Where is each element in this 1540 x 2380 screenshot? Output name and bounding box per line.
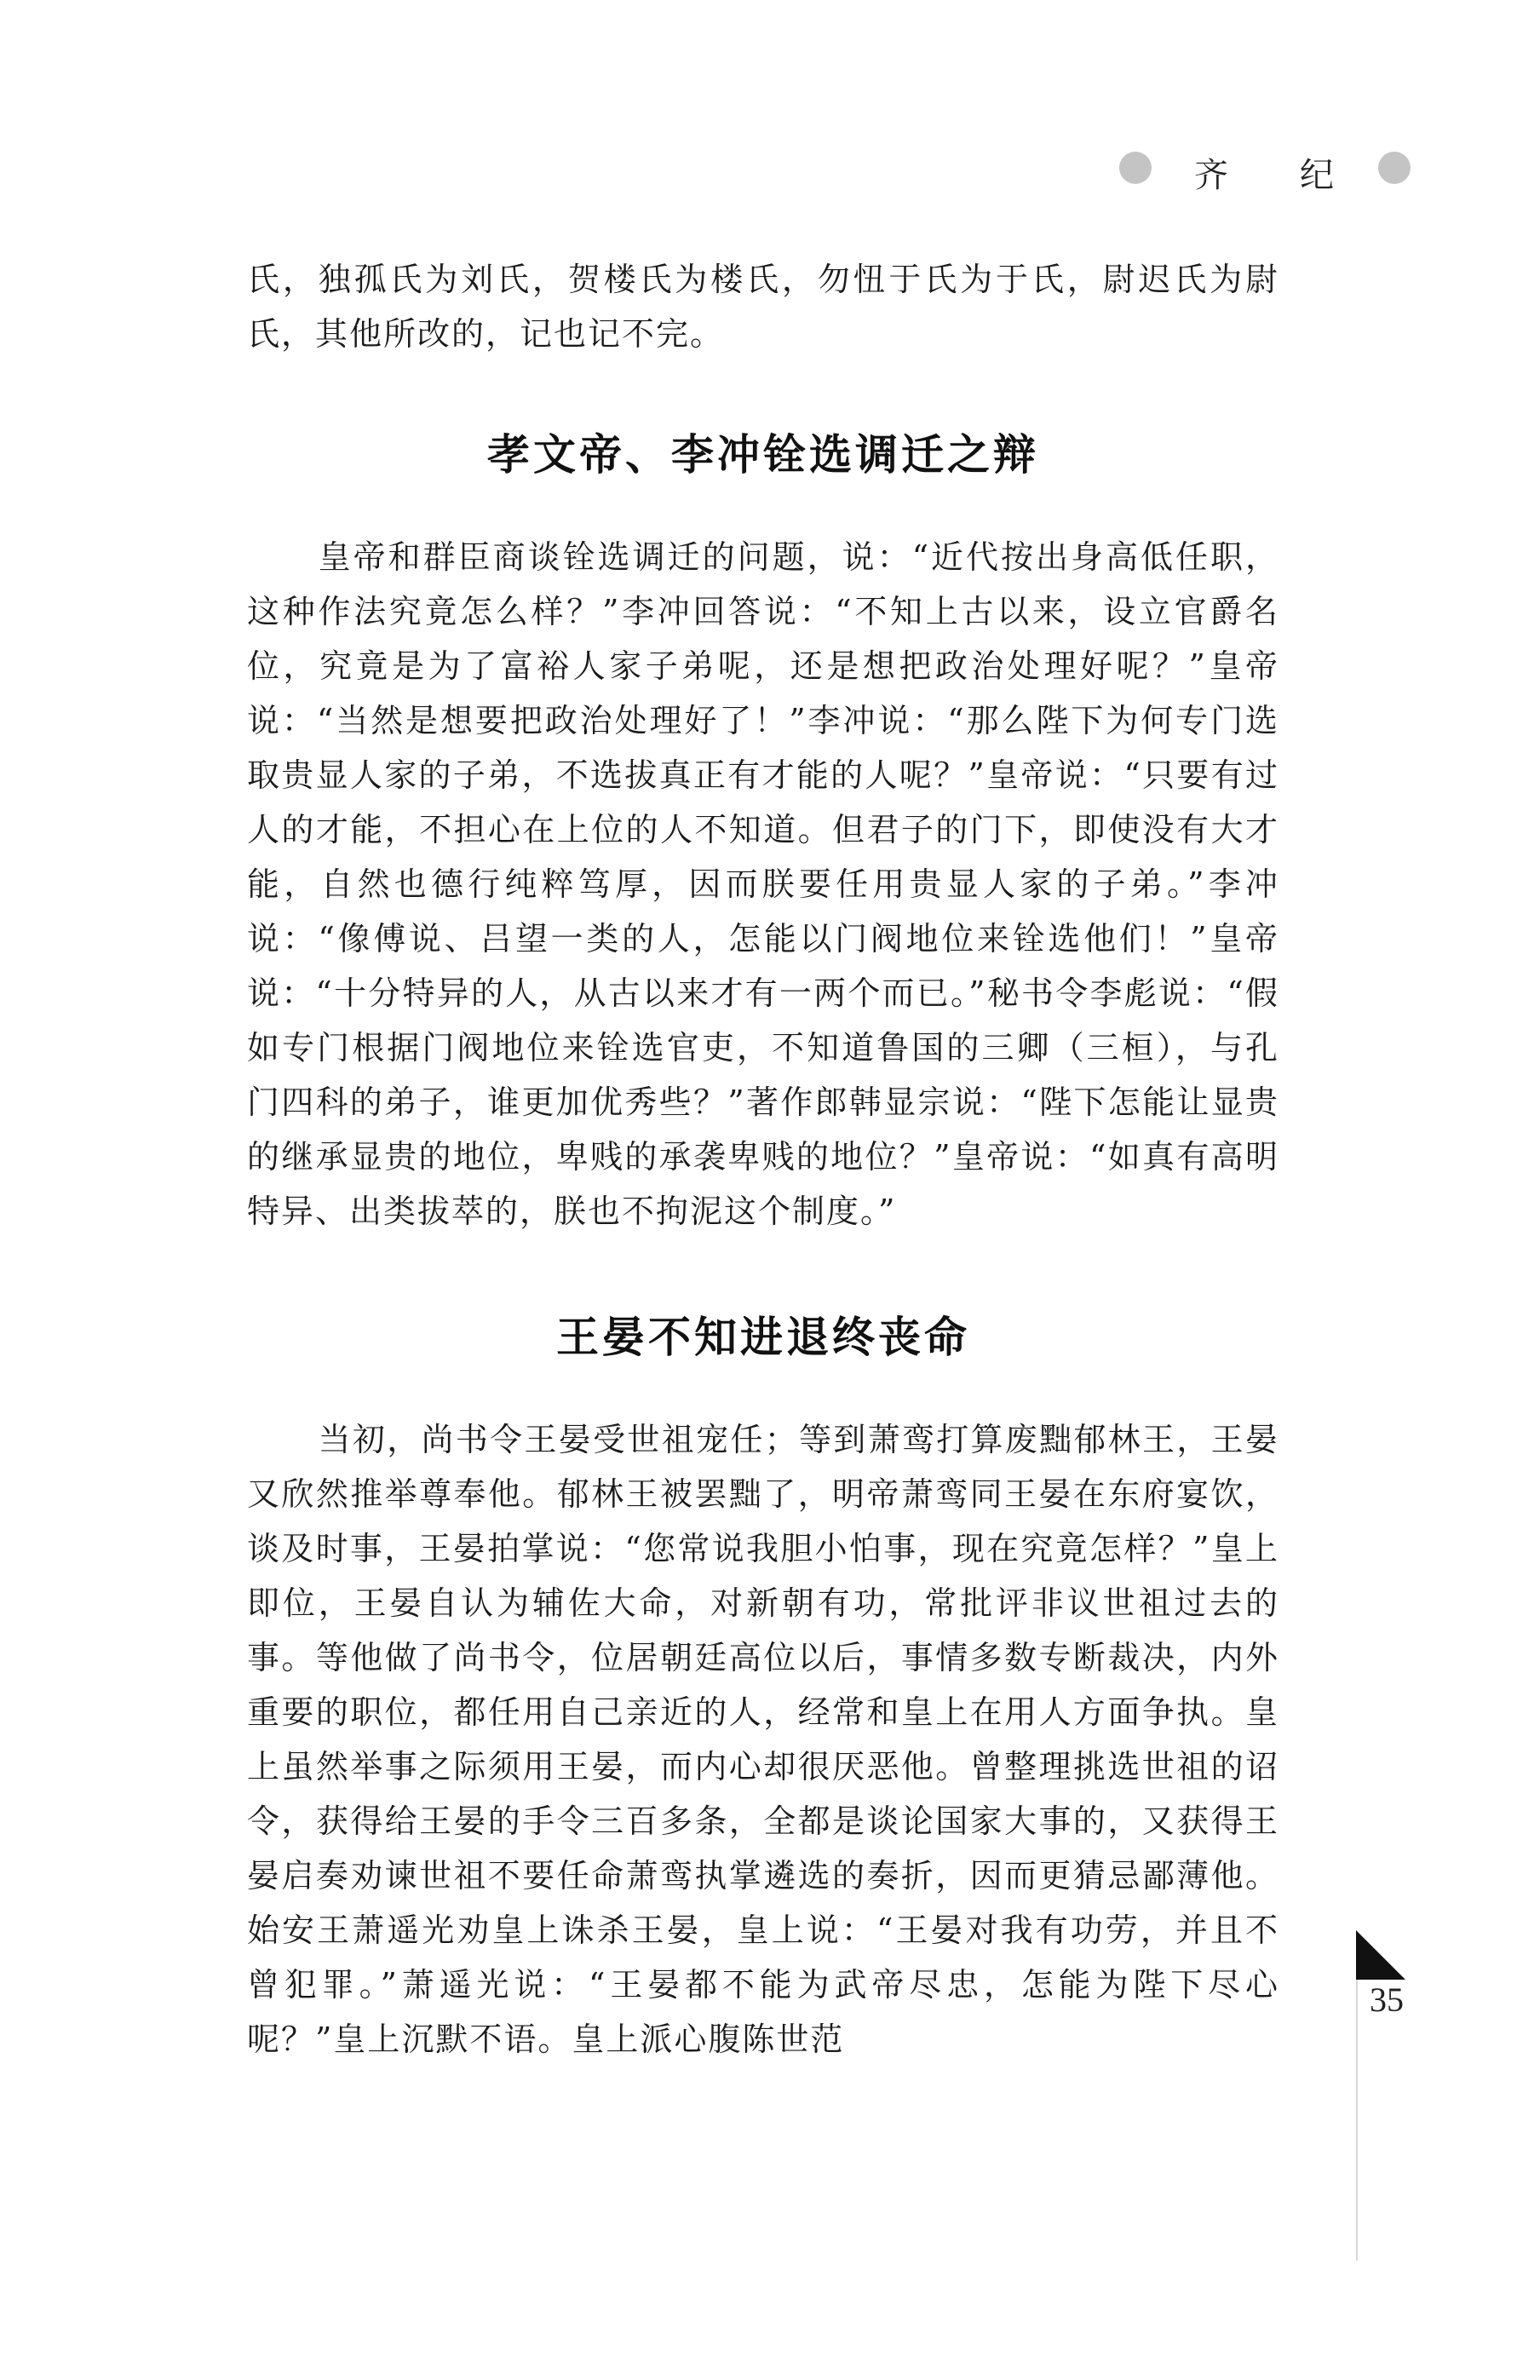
page-corner-triangle	[1356, 1930, 1405, 1980]
page-body	[247, 252, 1279, 2067]
page-edge-line	[1356, 1980, 1358, 2261]
left-dot-ornament	[1119, 152, 1152, 184]
section-1-title: 孝文帝、李冲铨选调迁之辩	[487, 430, 1039, 480]
header-char-2: 纪	[1300, 156, 1334, 195]
section-1-paragraph: 皇帝和群臣商谈铨选调迁的问题，说：“近代按出身高低任职，这种作法究竟怎么样？”李冲回答说：“不知上古以来，设立官爵名位，究竟是为了富裕人家子弟呢，还是想把政治处理好呢？”皇帝说：“当然是想要把政治处理好了！”李冲说：“那么陛下为何专门选取贵显人家的子弟，不选拔真正有才能的人呢？”皇帝说：“只要有过人的才能，不担心在上位的人不知道。但君子的门下，即使没有大才能，自然也德行纯粹笃厚，因而朕要任用贵显人家的子弟。”李冲说：“像傅说、吕望一类的人，怎能以门阀地位来铨选他们！”皇帝说：“十分特异的人，从古以来才有一两个而已。”秘书令李彪说：“假如专门根据门阀地位来铨选官吏，不知道鲁国的三卿（三桓），与孔门四科的弟子，谁更加优秀些？”著作郎韩显宗说：“陛下怎能让显贵的继承显贵的地位，卑贱的承袭卑贱的地位？”皇帝说：“如真有高明特异、出类拔萃的，朕也不拘泥这个制度。”	[247, 538, 1279, 1230]
section-2-paragraph: 当初，尚书令王晏受世祖宠任；等到萧鸾打算废黜郁林王，王晏又欣然推举尊奉他。郁林王被罢黜了，明帝萧鸾同王晏在东府宴饮，谈及时事，王晏拍掌说：“您常说我胆小怕事，现在究竟怎样？”皇上即位，王晏自认为辅佐大命，对新朝有功，常批评非议世祖过去的事。等他做了尚书令，位居朝廷高位以后，事情多数专断裁决，内外重要的职位，都任用自己亲近的人，经常和皇上在用人方面争执。皇上虽然举事之际须用王晏，而内心却很厌恶他。曾整理挑选世祖的诏令，获得给王晏的手令三百多条，全都是谈论国家大事的，又获得王晏启奏劝谏世祖不要任命萧鸾执掌遴选的奏折，因而更猜忌鄙薄他。始安王萧遥光劝皇上诛杀王晏，皇上说：“王晏对我有功劳，并且不曾犯罪。”萧遥光说：“王晏都不能为武帝尽忠，怎能为陛下尽心呢？”皇上沉默不语。皇上派心腹陈世范	[247, 1421, 1279, 2058]
section-2-title: 王晏不知进退终丧命	[556, 1313, 970, 1362]
right-dot-ornament	[1378, 152, 1411, 184]
header-char-1: 齐	[1194, 156, 1228, 195]
intro-paragraph: 氏，独孤氏为刘氏，贺楼氏为楼氏，勿忸于氏为于氏，尉迟氏为尉氏，其他所改的，记也记不完。	[247, 261, 1279, 353]
page-number: 35	[1370, 1980, 1404, 2019]
running-header	[1107, 143, 1431, 203]
